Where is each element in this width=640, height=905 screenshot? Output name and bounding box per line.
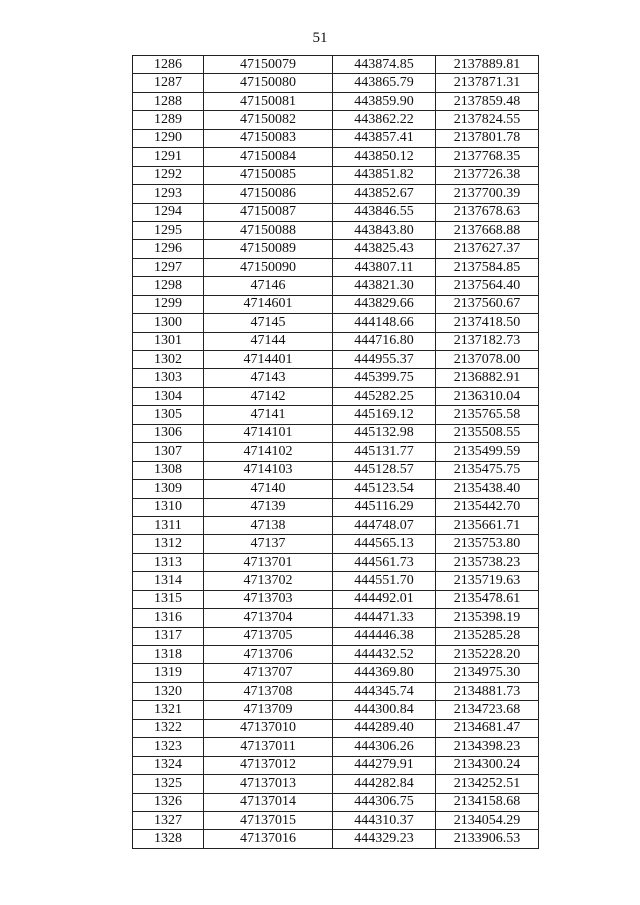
row-number-cell: 1296 [133, 240, 204, 258]
row-number-cell: 1315 [133, 590, 204, 608]
x-coordinate-cell: 443829.66 [333, 295, 436, 313]
x-coordinate-cell: 443851.82 [333, 166, 436, 184]
point-id-cell: 47140 [204, 480, 333, 498]
x-coordinate-cell: 444329.23 [333, 830, 436, 848]
x-coordinate-cell: 443825.43 [333, 240, 436, 258]
row-number-cell: 1328 [133, 830, 204, 848]
y-coordinate-cell: 2137418.50 [436, 314, 539, 332]
x-coordinate-cell: 443852.67 [333, 185, 436, 203]
x-coordinate-cell: 445116.29 [333, 498, 436, 516]
row-number-cell: 1304 [133, 387, 204, 405]
table-row [133, 719, 539, 737]
y-coordinate-cell: 2137627.37 [436, 240, 539, 258]
y-coordinate-cell: 2135765.58 [436, 406, 539, 424]
y-coordinate-cell: 2134300.24 [436, 756, 539, 774]
y-coordinate-cell: 2135398.19 [436, 609, 539, 627]
table-row [133, 203, 539, 221]
table-row [133, 221, 539, 239]
x-coordinate-cell: 443843.80 [333, 221, 436, 239]
point-id-cell: 47150090 [204, 258, 333, 276]
table-row [133, 535, 539, 553]
y-coordinate-cell: 2137889.81 [436, 56, 539, 74]
table-row [133, 461, 539, 479]
table-row [133, 793, 539, 811]
y-coordinate-cell: 2137078.00 [436, 351, 539, 369]
point-id-cell: 4714102 [204, 443, 333, 461]
row-number-cell: 1303 [133, 369, 204, 387]
x-coordinate-cell: 443865.79 [333, 74, 436, 92]
y-coordinate-cell: 2137584.85 [436, 258, 539, 276]
y-coordinate-cell: 2134398.23 [436, 738, 539, 756]
coordinates-table-body [133, 56, 539, 849]
row-number-cell: 1323 [133, 738, 204, 756]
point-id-cell: 47150082 [204, 111, 333, 129]
row-number-cell: 1305 [133, 406, 204, 424]
point-id-cell: 47137014 [204, 793, 333, 811]
row-number-cell: 1324 [133, 756, 204, 774]
y-coordinate-cell: 2135442.70 [436, 498, 539, 516]
x-coordinate-cell: 444306.26 [333, 738, 436, 756]
table-row [133, 148, 539, 166]
x-coordinate-cell: 444432.52 [333, 646, 436, 664]
x-coordinate-cell: 445128.57 [333, 461, 436, 479]
point-id-cell: 47142 [204, 387, 333, 405]
row-number-cell: 1325 [133, 775, 204, 793]
x-coordinate-cell: 443859.90 [333, 92, 436, 110]
point-id-cell: 4714601 [204, 295, 333, 313]
row-number-cell: 1306 [133, 424, 204, 442]
point-id-cell: 47137010 [204, 719, 333, 737]
point-id-cell: 47137011 [204, 738, 333, 756]
point-id-cell: 47137012 [204, 756, 333, 774]
row-number-cell: 1302 [133, 351, 204, 369]
y-coordinate-cell: 2135285.28 [436, 627, 539, 645]
point-id-cell: 47146 [204, 277, 333, 295]
point-id-cell: 4714401 [204, 351, 333, 369]
table-row [133, 480, 539, 498]
x-coordinate-cell: 443862.22 [333, 111, 436, 129]
table-row [133, 682, 539, 700]
point-id-cell: 47137013 [204, 775, 333, 793]
point-id-cell: 47143 [204, 369, 333, 387]
y-coordinate-cell: 2135438.40 [436, 480, 539, 498]
point-id-cell: 47150080 [204, 74, 333, 92]
x-coordinate-cell: 443807.11 [333, 258, 436, 276]
y-coordinate-cell: 2137859.48 [436, 92, 539, 110]
table-row [133, 406, 539, 424]
row-number-cell: 1289 [133, 111, 204, 129]
point-id-cell: 4713704 [204, 609, 333, 627]
row-number-cell: 1291 [133, 148, 204, 166]
y-coordinate-cell: 2135478.61 [436, 590, 539, 608]
table-row [133, 56, 539, 74]
y-coordinate-cell: 2137768.35 [436, 148, 539, 166]
table-row [133, 830, 539, 848]
row-number-cell: 1287 [133, 74, 204, 92]
y-coordinate-cell: 2135738.23 [436, 553, 539, 571]
row-number-cell: 1311 [133, 516, 204, 534]
y-coordinate-cell: 2137824.55 [436, 111, 539, 129]
x-coordinate-cell: 444279.91 [333, 756, 436, 774]
y-coordinate-cell: 2135661.71 [436, 516, 539, 534]
y-coordinate-cell: 2136882.91 [436, 369, 539, 387]
y-coordinate-cell: 2135719.63 [436, 572, 539, 590]
x-coordinate-cell: 443846.55 [333, 203, 436, 221]
point-id-cell: 4713709 [204, 701, 333, 719]
point-id-cell: 47150087 [204, 203, 333, 221]
x-coordinate-cell: 444306.75 [333, 793, 436, 811]
row-number-cell: 1299 [133, 295, 204, 313]
table-row [133, 498, 539, 516]
point-id-cell: 4713706 [204, 646, 333, 664]
point-id-cell: 47137 [204, 535, 333, 553]
table-row [133, 92, 539, 110]
x-coordinate-cell: 444345.74 [333, 682, 436, 700]
y-coordinate-cell: 2134681.47 [436, 719, 539, 737]
point-id-cell: 47137015 [204, 811, 333, 829]
table-row [133, 590, 539, 608]
row-number-cell: 1321 [133, 701, 204, 719]
table-row [133, 775, 539, 793]
table-row [133, 240, 539, 258]
x-coordinate-cell: 444148.66 [333, 314, 436, 332]
row-number-cell: 1292 [133, 166, 204, 184]
point-id-cell: 4713701 [204, 553, 333, 571]
x-coordinate-cell: 444561.73 [333, 553, 436, 571]
y-coordinate-cell: 2136310.04 [436, 387, 539, 405]
y-coordinate-cell: 2134881.73 [436, 682, 539, 700]
y-coordinate-cell: 2134054.29 [436, 811, 539, 829]
y-coordinate-cell: 2134252.51 [436, 775, 539, 793]
y-coordinate-cell: 2137564.40 [436, 277, 539, 295]
point-id-cell: 4713708 [204, 682, 333, 700]
point-id-cell: 47144 [204, 332, 333, 350]
row-number-cell: 1314 [133, 572, 204, 590]
y-coordinate-cell: 2134723.68 [436, 701, 539, 719]
point-id-cell: 47150079 [204, 56, 333, 74]
x-coordinate-cell: 444300.84 [333, 701, 436, 719]
y-coordinate-cell: 2134975.30 [436, 664, 539, 682]
y-coordinate-cell: 2137700.39 [436, 185, 539, 203]
x-coordinate-cell: 445399.75 [333, 369, 436, 387]
point-id-cell: 47150085 [204, 166, 333, 184]
table-row [133, 516, 539, 534]
point-id-cell: 47137016 [204, 830, 333, 848]
row-number-cell: 1322 [133, 719, 204, 737]
row-number-cell: 1320 [133, 682, 204, 700]
point-id-cell: 47150089 [204, 240, 333, 258]
y-coordinate-cell: 2137871.31 [436, 74, 539, 92]
x-coordinate-cell: 444446.38 [333, 627, 436, 645]
row-number-cell: 1297 [133, 258, 204, 276]
x-coordinate-cell: 445132.98 [333, 424, 436, 442]
row-number-cell: 1308 [133, 461, 204, 479]
x-coordinate-cell: 444551.70 [333, 572, 436, 590]
table-row [133, 185, 539, 203]
table-row [133, 166, 539, 184]
table-row [133, 277, 539, 295]
table-row [133, 369, 539, 387]
y-coordinate-cell: 2137668.88 [436, 221, 539, 239]
row-number-cell: 1317 [133, 627, 204, 645]
table-row [133, 129, 539, 147]
row-number-cell: 1312 [133, 535, 204, 553]
y-coordinate-cell: 2137726.38 [436, 166, 539, 184]
x-coordinate-cell: 444289.40 [333, 719, 436, 737]
y-coordinate-cell: 2135753.80 [436, 535, 539, 553]
x-coordinate-cell: 444748.07 [333, 516, 436, 534]
y-coordinate-cell: 2137801.78 [436, 129, 539, 147]
table-row [133, 738, 539, 756]
x-coordinate-cell: 445123.54 [333, 480, 436, 498]
y-coordinate-cell: 2135508.55 [436, 424, 539, 442]
table-row [133, 627, 539, 645]
table-row [133, 351, 539, 369]
point-id-cell: 47150086 [204, 185, 333, 203]
x-coordinate-cell: 445131.77 [333, 443, 436, 461]
y-coordinate-cell: 2133906.53 [436, 830, 539, 848]
table-row [133, 295, 539, 313]
row-number-cell: 1307 [133, 443, 204, 461]
y-coordinate-cell: 2135475.75 [436, 461, 539, 479]
row-number-cell: 1290 [133, 129, 204, 147]
table-row [133, 443, 539, 461]
x-coordinate-cell: 444369.80 [333, 664, 436, 682]
table-row [133, 572, 539, 590]
x-coordinate-cell: 444310.37 [333, 811, 436, 829]
point-id-cell: 4714103 [204, 461, 333, 479]
point-id-cell: 4714101 [204, 424, 333, 442]
y-coordinate-cell: 2137678.63 [436, 203, 539, 221]
row-number-cell: 1298 [133, 277, 204, 295]
x-coordinate-cell: 443850.12 [333, 148, 436, 166]
row-number-cell: 1300 [133, 314, 204, 332]
y-coordinate-cell: 2135228.20 [436, 646, 539, 664]
x-coordinate-cell: 444282.84 [333, 775, 436, 793]
row-number-cell: 1319 [133, 664, 204, 682]
row-number-cell: 1326 [133, 793, 204, 811]
point-id-cell: 47150088 [204, 221, 333, 239]
point-id-cell: 4713702 [204, 572, 333, 590]
row-number-cell: 1286 [133, 56, 204, 74]
x-coordinate-cell: 444471.33 [333, 609, 436, 627]
table-row [133, 646, 539, 664]
row-number-cell: 1301 [133, 332, 204, 350]
y-coordinate-cell: 2137560.67 [436, 295, 539, 313]
point-id-cell: 4713707 [204, 664, 333, 682]
table-row [133, 424, 539, 442]
row-number-cell: 1288 [133, 92, 204, 110]
table-row [133, 332, 539, 350]
x-coordinate-cell: 445169.12 [333, 406, 436, 424]
y-coordinate-cell: 2135499.59 [436, 443, 539, 461]
x-coordinate-cell: 443874.85 [333, 56, 436, 74]
table-row [133, 387, 539, 405]
x-coordinate-cell: 444565.13 [333, 535, 436, 553]
x-coordinate-cell: 444955.37 [333, 351, 436, 369]
x-coordinate-cell: 444716.80 [333, 332, 436, 350]
table-row [133, 314, 539, 332]
row-number-cell: 1313 [133, 553, 204, 571]
point-id-cell: 47145 [204, 314, 333, 332]
row-number-cell: 1293 [133, 185, 204, 203]
point-id-cell: 47150084 [204, 148, 333, 166]
table-row [133, 609, 539, 627]
y-coordinate-cell: 2137182.73 [436, 332, 539, 350]
x-coordinate-cell: 445282.25 [333, 387, 436, 405]
table-row [133, 553, 539, 571]
table-row [133, 756, 539, 774]
row-number-cell: 1294 [133, 203, 204, 221]
y-coordinate-cell: 2134158.68 [436, 793, 539, 811]
table-row [133, 664, 539, 682]
point-id-cell: 4713703 [204, 590, 333, 608]
row-number-cell: 1295 [133, 221, 204, 239]
x-coordinate-cell: 443821.30 [333, 277, 436, 295]
point-id-cell: 47150081 [204, 92, 333, 110]
point-id-cell: 47138 [204, 516, 333, 534]
table-row [133, 111, 539, 129]
point-id-cell: 47141 [204, 406, 333, 424]
page-number: 51 [312, 30, 328, 46]
table-row [133, 74, 539, 92]
row-number-cell: 1318 [133, 646, 204, 664]
point-id-cell: 47150083 [204, 129, 333, 147]
point-id-cell: 47139 [204, 498, 333, 516]
coordinates-table [132, 55, 539, 849]
table-row [133, 701, 539, 719]
x-coordinate-cell: 443857.41 [333, 129, 436, 147]
row-number-cell: 1309 [133, 480, 204, 498]
row-number-cell: 1327 [133, 811, 204, 829]
x-coordinate-cell: 444492.01 [333, 590, 436, 608]
row-number-cell: 1310 [133, 498, 204, 516]
point-id-cell: 4713705 [204, 627, 333, 645]
table-row [133, 258, 539, 276]
row-number-cell: 1316 [133, 609, 204, 627]
table-row [133, 811, 539, 829]
